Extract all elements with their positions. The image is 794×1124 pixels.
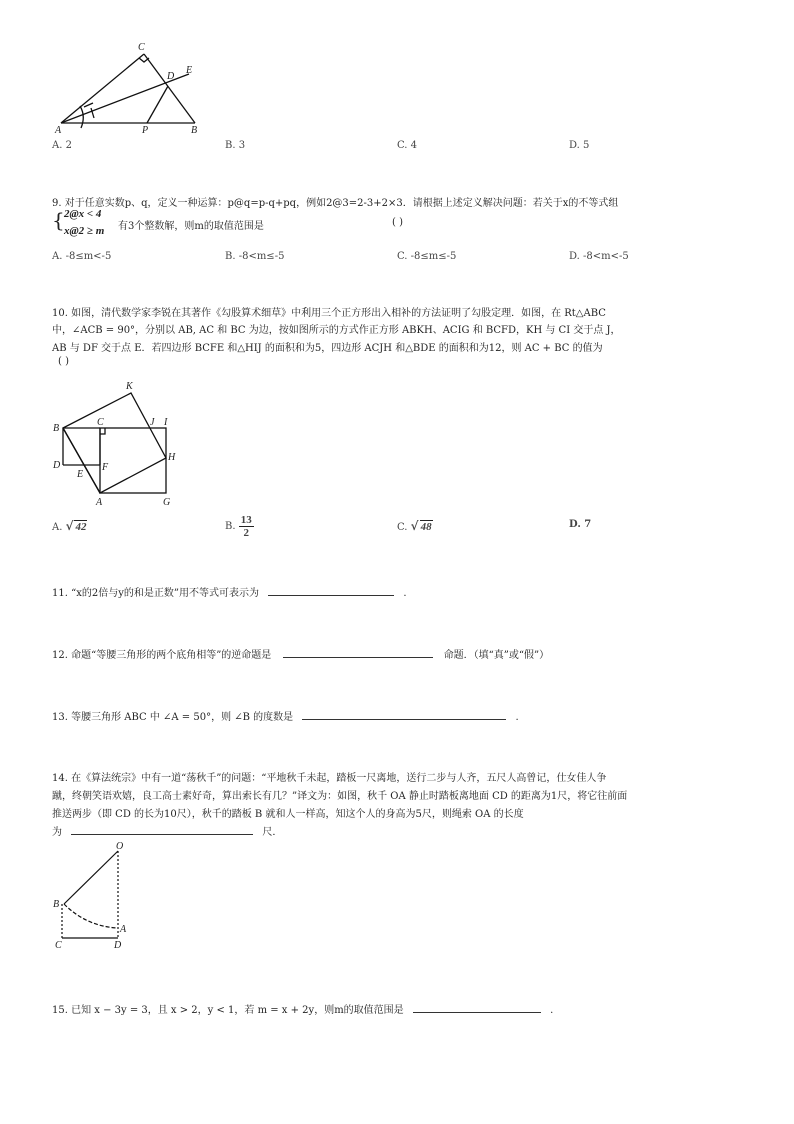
- q9-option-b: B. -8<m≤-5: [225, 251, 285, 262]
- q15-answer-blank[interactable]: [413, 1002, 541, 1013]
- q12-stem-suffix: 命题．（填“真”或“假”）: [443, 650, 550, 661]
- q11-stem: 11. “x的2倍与y的和是正数”用不等式可表示为: [52, 588, 259, 599]
- q8-option-d: D. 5: [569, 140, 590, 151]
- q10-option-b-numerator: 13: [240, 514, 252, 526]
- q10-option-a: [52, 519, 87, 533]
- q10-label-d: D: [53, 460, 61, 471]
- q9-option-a: A. -8≤m<-5: [52, 251, 112, 262]
- q9-stem-line2: 有3个整数解，则m的取值范围是: [118, 221, 264, 232]
- q14-label-d: D: [114, 940, 122, 951]
- q13-question: [52, 708, 519, 723]
- q10-stem-line3: AB 与 DF 交于点 E．若四边形 BCFE 和△HIJ 的面积和为5，四边形 ACJH 和△BDE 的面积和为12，则 AC + BC 的值为: [52, 343, 603, 354]
- q14-stem-line4-suffix: 尺．: [262, 827, 283, 838]
- q8-label-e: E: [186, 65, 193, 76]
- q10-option-a-prefix: A.: [52, 522, 63, 533]
- q10-label-g: G: [163, 497, 171, 508]
- q14-stem-line4: [52, 823, 282, 838]
- q9-system-brace: {: [52, 208, 65, 232]
- q14-label-o: O: [116, 841, 124, 852]
- q13-stem: 13. 等腰三角形 ABC 中 ∠A = 50°，则 ∠B 的度数是: [52, 712, 294, 723]
- q10-label-h: H: [168, 452, 176, 463]
- q14-swing-figure: [50, 843, 150, 953]
- q14-label-a: A: [120, 924, 127, 935]
- q8-triangle-figure: [50, 40, 210, 135]
- q10-option-c: [397, 519, 433, 533]
- q13-end-mark: .: [515, 712, 519, 723]
- q10-option-b: [225, 514, 254, 539]
- q10-stem-line2: 中，∠ACB = 90°，分别以 AB, AC 和 BC 为边，按如图所示的方式作正方形 ABKH、ACIG 和 BCFD，KH 与 CI 交于点 J，: [52, 325, 621, 336]
- q12-answer-blank[interactable]: [283, 647, 433, 658]
- q15-question: [52, 1001, 553, 1016]
- q8-label-p: P: [142, 125, 149, 136]
- q9-stem-line1: 9. 对于任意实数p、q，定义一种运算：p@q=p-q+pq，例如2@3=2-3+2×3．请根据上述定义解决问题：若关于x的不等式组: [52, 198, 619, 209]
- q10-label-c: C: [97, 417, 104, 428]
- q12-stem: 12. 命题“等腰三角形的两个底角相等”的逆命题是: [52, 650, 272, 661]
- q14-label-c: C: [55, 940, 62, 951]
- q14-stem-line4-prefix: 为: [52, 827, 62, 838]
- q10-label-i: I: [164, 417, 168, 428]
- q10-option-b-denominator: 2: [243, 527, 249, 539]
- q10-option-b-prefix: B.: [225, 521, 236, 532]
- q14-label-b: B: [53, 899, 60, 910]
- q8-option-c: C. 4: [397, 140, 418, 151]
- q10-stem-line1: 10. 如图，清代数学家李锐在其著作《勾股算术细草》中利用三个正方形出入相补的方法证明了勾股定理．如图，在 Rt△ABC: [52, 308, 606, 319]
- q10-option-c-radicand: 48: [420, 521, 432, 533]
- q10-label-b: B: [53, 423, 60, 434]
- q8-option-a: A. 2: [52, 140, 72, 151]
- q10-answer-paren: ( ): [58, 356, 69, 367]
- q10-option-a-radicand: 42: [75, 521, 87, 533]
- q11-end-mark: .: [403, 588, 407, 599]
- q14-stem-line1: 14. 在《算法统宗》中有一道“荡秋千”的问题：“平地秋千未起，踏板一尺离地，送行二步与人齐，五尺人高曾记，仕女佳人争: [52, 773, 607, 784]
- q10-option-d: D. 7: [569, 519, 592, 530]
- q10-option-c-prefix: C.: [397, 522, 408, 533]
- q10-label-e: E: [77, 469, 84, 480]
- q9-answer-paren: ( ): [392, 217, 403, 228]
- q10-option-c-root-sign: √: [410, 519, 419, 533]
- q14-stem-line2: 蹴，终朝笑语欢嬉，良工高士素好奇，算出索长有几？”译文为：如图，秋千 OA 静止时踏板离地面 CD 的距离为1尺，将它往前面: [52, 791, 628, 802]
- q15-end-mark: .: [550, 1005, 554, 1016]
- q10-label-f: F: [102, 462, 109, 473]
- q15-stem: 15. 已知 x − 3y = 3，且 x > 2，y < 1，若 m = x + 2y，则m的取值范围是: [52, 1005, 404, 1016]
- q9-option-c: C. -8≤m≤-5: [397, 251, 457, 262]
- q10-label-k: K: [126, 381, 133, 392]
- q10-label-a: A: [96, 497, 103, 508]
- q12-question: [52, 646, 549, 661]
- q8-label-b: B: [191, 125, 198, 136]
- q14-answer-blank[interactable]: [71, 824, 253, 835]
- q9-system-ineq2: x@2 ≥ m: [64, 225, 105, 237]
- q13-answer-blank[interactable]: [302, 709, 506, 720]
- q8-label-c: C: [138, 42, 145, 53]
- q8-label-d: D: [167, 71, 175, 82]
- q14-stem-line3: 推送两步（即 CD 的长为10尺），秋千的踏板 B 就和人一样高，知这个人的身高为5尺，则绳索 OA 的长度: [52, 809, 524, 820]
- q10-option-a-root-sign: √: [65, 519, 74, 533]
- q10-squares-figure: [48, 378, 188, 508]
- q9-system-ineq1: 2@x < 4: [64, 208, 102, 220]
- q11-question: [52, 584, 407, 599]
- q8-label-a: A: [55, 125, 62, 136]
- q9-option-d: D. -8<m<-5: [569, 251, 629, 262]
- q8-option-b: B. 3: [225, 140, 246, 151]
- q10-label-j: J: [150, 417, 155, 428]
- q11-answer-blank[interactable]: [268, 585, 394, 596]
- q10-option-b-fraction: [239, 514, 254, 539]
